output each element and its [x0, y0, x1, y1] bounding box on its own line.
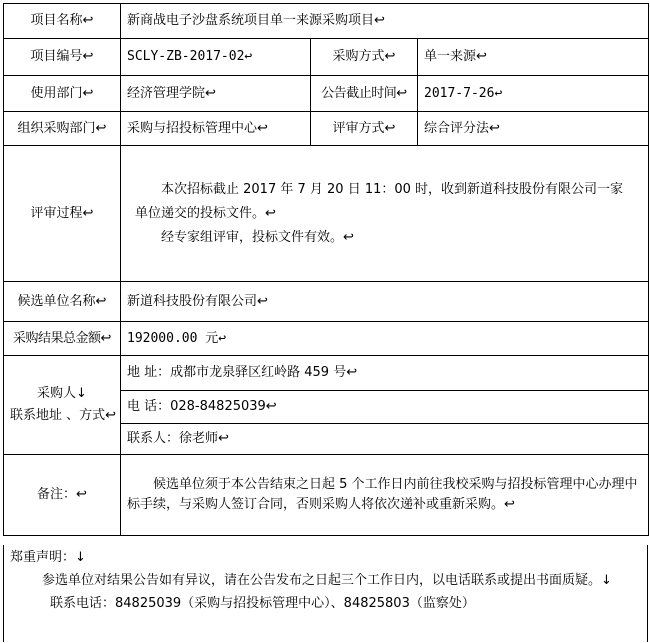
row-project-name: [4, 4, 649, 39]
review-process-label: 评审过程↩: [4, 146, 121, 282]
procurement-method-value: 单一来源↩: [418, 39, 649, 76]
amount-value: 192000.00 元↩: [121, 322, 649, 356]
deadline-value: 2017-7-26↩: [418, 76, 649, 112]
project-number-value: SCLY-ZB-2017-02↩: [121, 39, 311, 76]
review-method-value: 综合评分法↩: [418, 112, 649, 146]
deadline-label: 公告截止时间↩: [311, 76, 418, 112]
department-label: 使用部门↩: [4, 76, 121, 112]
contact-label: [4, 356, 121, 455]
declaration-body: 参选单位对结果公告如有异议，请在公告发布之日起三个工作日内，以电话联系或提出书面质疑。↓: [42, 573, 612, 588]
declaration-contact: 联系电话：84825039（采购与招投标管理中心）、84825803（监察处）: [50, 596, 475, 611]
row-amount: [4, 322, 649, 356]
row-contact-address: [4, 356, 649, 391]
review-paragraph-1: 本次招标截止 2017 年 7 月 20 日 11：00 时，收到新道科技股份有限公司一家单位递交的投标文件。↩: [135, 181, 624, 221]
remarks-label: 备注：↩: [4, 455, 121, 536]
contact-address: 地 址：成都市龙泉驿区红岭路 459 号↩: [121, 356, 649, 391]
project-number-label: 项目编号↩: [4, 39, 121, 76]
project-name-value: 新商战电子沙盘系统项目单一来源采购项目↩: [121, 4, 649, 39]
review-paragraph-2: 经专家组评审，投标文件有效。↩: [161, 229, 354, 245]
project-name-label: 项目名称↩: [4, 4, 121, 39]
review-method-label: 评审方式↩: [311, 112, 418, 146]
contact-person: 联系人：徐老师↩: [121, 424, 649, 455]
declaration-heading: 郑重声明：↓: [10, 550, 86, 565]
candidate-value: 新道科技股份有限公司↩: [121, 282, 649, 322]
row-project-number: [4, 39, 649, 76]
row-candidate: [4, 282, 649, 322]
department-value: 经济管理学院↩: [121, 76, 311, 112]
organizer-value: 采购与招投标管理中心↩: [121, 112, 311, 146]
organizer-label: 组织采购部门↩: [4, 112, 121, 146]
procurement-method-label: 采购方式↩: [311, 39, 418, 76]
review-process-content: [121, 146, 649, 282]
row-remarks: [4, 455, 649, 536]
row-department: [4, 76, 649, 112]
contact-phone: 电 话：028-84825039↩: [121, 391, 649, 424]
row-review-process: [4, 146, 649, 282]
row-organizer: [4, 112, 649, 146]
remarks-value: 候选单位须于本公告结束之日起 5 个工作日内前往我校采购与招投标管理中心办理中标手续，与采购人签订合同，否则采购人将依次递补或重新采购。↩: [121, 455, 649, 536]
notice-table: [3, 3, 649, 536]
contact-label-line1: 采购人↓: [37, 386, 87, 401]
contact-label-line2: 联系地址 、方式↩: [10, 408, 117, 423]
amount-label: 采购结果总金额↩: [4, 322, 121, 356]
declaration-section: [3, 545, 648, 642]
candidate-label: 候选单位名称↩: [4, 282, 121, 322]
